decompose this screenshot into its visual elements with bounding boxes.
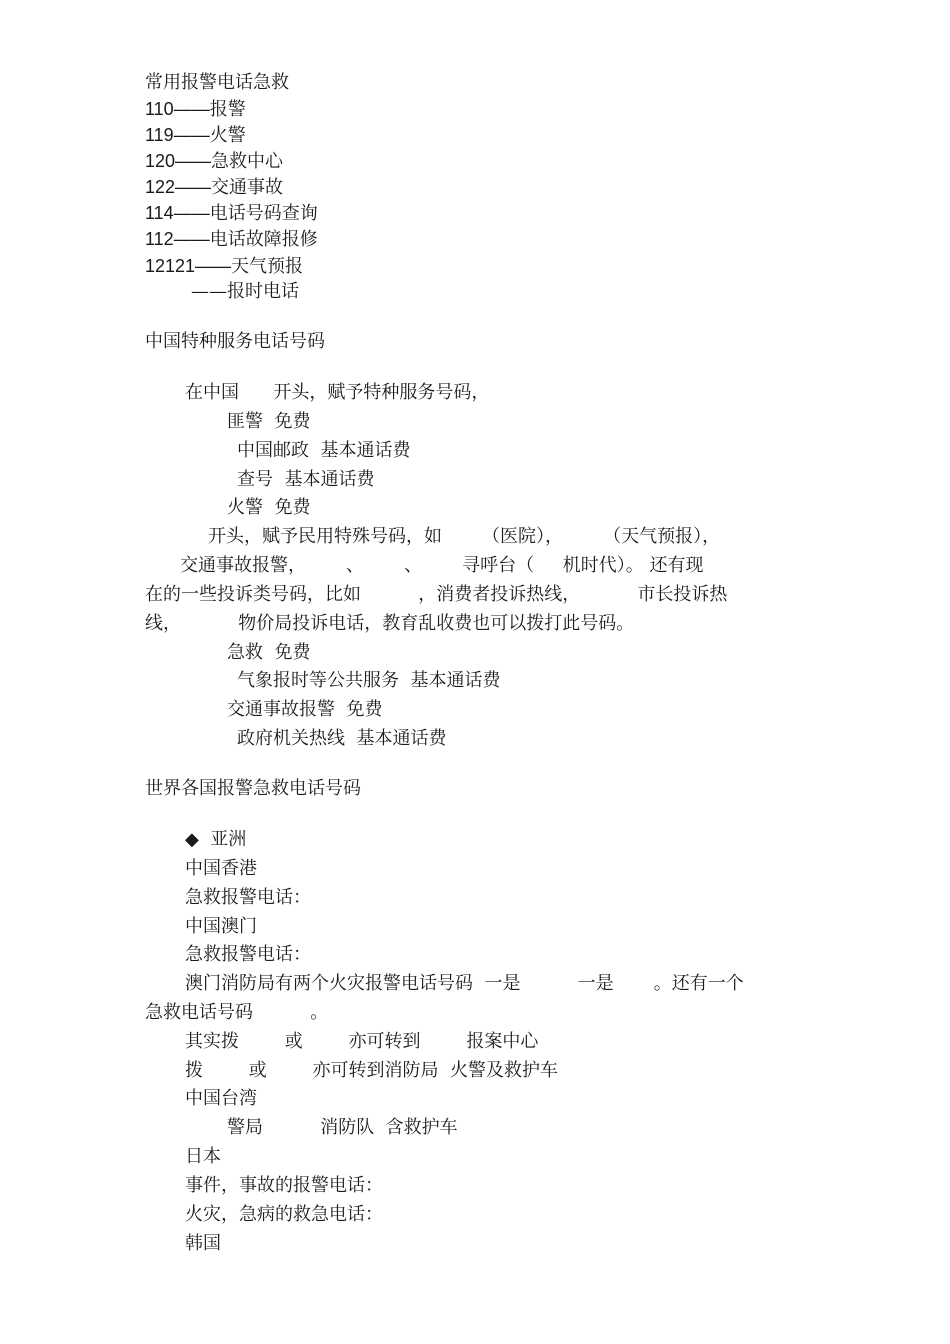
civil-item: 气象报时等公共服务 基本通话费 xyxy=(237,670,501,691)
civil-paragraph-line: 在的一些投诉类号码，比如 ，消费者投诉热线， 市长投诉热 xyxy=(145,584,728,605)
special-item: 中国邮政 基本通话费 xyxy=(237,440,411,461)
region-line: 警局 消防队 含救护车 xyxy=(227,1117,458,1138)
region-line: 事件，事故的报警电话： xyxy=(185,1175,383,1196)
region-line: 急救电话号码 。 xyxy=(145,1002,329,1023)
region-line: 其实拨 或 亦可转到 报案中心 xyxy=(185,1031,539,1052)
section3-heading: 世界各国报警急救电话号码 xyxy=(145,778,361,799)
emergency-item-114: 114——电话号码查询 xyxy=(145,203,318,223)
emergency-item-119: 119——火警 xyxy=(145,125,246,145)
emergency-item-110: 110——报警 xyxy=(145,99,246,119)
emergency-item-12121: 12121——天气预报 xyxy=(145,256,304,276)
civil-item: 急救 免费 xyxy=(227,642,311,663)
region-line: 拨 或 亦可转到消防局 火警及救护车 xyxy=(185,1060,558,1081)
region-line: 澳门消防局有两个火灾报警电话号码 一是 一是 。还有一个 xyxy=(185,973,744,994)
civil-item: 政府机关热线 基本通话费 xyxy=(237,728,447,749)
emergency-item-122: 122——交通事故 xyxy=(145,177,284,197)
region-line: 韩国 xyxy=(185,1233,221,1254)
region-line: 日本 xyxy=(185,1146,221,1167)
special-item: 查号 基本通话费 xyxy=(237,469,375,490)
section2-heading: 中国特种服务电话号码 xyxy=(145,331,325,352)
region-asia: ◆ 亚洲 xyxy=(185,829,247,850)
region-line: 中国香港 xyxy=(185,858,257,879)
region-line: 火灾，急病的救急电话： xyxy=(185,1204,383,1225)
civil-paragraph-line: 交通事故报警， 、 、 寻呼台（ 机时代）。 还有现 xyxy=(180,555,704,576)
emergency-item-112: 112——电话故障报修 xyxy=(145,229,318,249)
emergency-item-120: 120——急救中心 xyxy=(145,151,284,171)
civil-paragraph-line: 线， 物价局投诉电话，教育乱收费也可以拨打此号码。 xyxy=(145,613,635,634)
civil-paragraph-line: 开头，赋予民用特殊号码，如 （医院）， （天气预报）， xyxy=(208,526,721,547)
region-line: 中国澳门 xyxy=(185,916,257,937)
special-item: 匪警 免费 xyxy=(227,411,311,432)
region-line: 中国台湾 xyxy=(185,1088,257,1109)
region-line: 急救报警电话： xyxy=(185,944,311,965)
section1-heading: 常用报警电话急救 xyxy=(145,72,289,93)
emergency-item-time: ——报时电话 xyxy=(191,281,299,302)
region-line: 急救报警电话： xyxy=(185,887,311,908)
special-intro: 在中国 开头，赋予特种服务号码， xyxy=(185,382,490,403)
civil-item: 交通事故报警 免费 xyxy=(227,699,383,720)
special-item: 火警 免费 xyxy=(227,497,311,518)
